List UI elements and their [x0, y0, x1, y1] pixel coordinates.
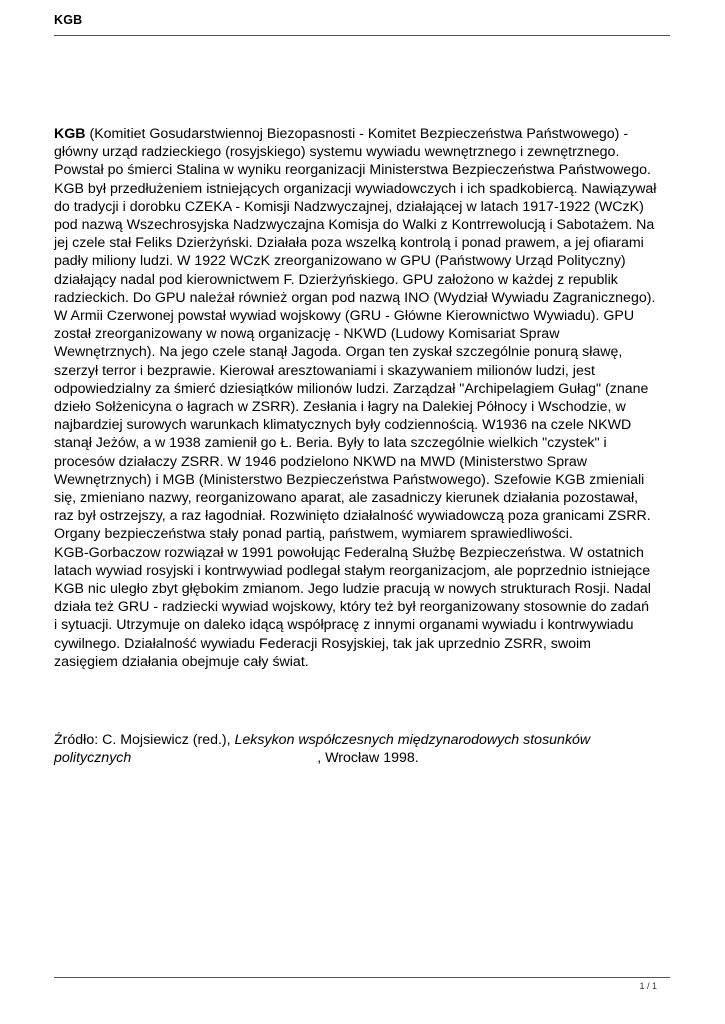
article-line: pod nazwą Wszechrosyjska Nadzwyczajna Komisja do Walki z Kontrrewolucją i Sabotażem. Na: [54, 217, 655, 234]
article-line: KGB był przedłużeniem istniejących organizacji wywiadowczych i ich spadkobiercą. Nawiązywał: [54, 180, 657, 197]
article-line: stanął Jeżów, a w 1938 zamienił go Ł. Beria. Były to lata szczególnie wielkich "czystek" i: [54, 435, 607, 452]
article-line: i sytuacji. Utrzymuje on daleko idącą współpracę z innymi organami wywiadu i kontrwywiadu: [54, 617, 634, 634]
source-book-title: Leksykon współczesnych międzynarodowych stosunków: [234, 732, 591, 748]
article-line: KGB-Gorbaczow rozwiązał w 1991 powołując Federalną Służbę Bezpieczeństwa. W ostatnich: [54, 544, 644, 561]
article-line: Wewnętrznych) i MGB (Ministerstwo Bezpieczeństwa Państwowego). Szefowie KGB zmieniali: [54, 471, 645, 488]
source-prefix: Źródło: C. Mojsiewicz (red.),: [54, 732, 235, 748]
article-line: jej czele stał Feliks Dzierżyński. Działała poza wszelką kontrolą i ponad prawem, a jej ofiarami: [54, 235, 644, 252]
article-line: działający nadal pod kierownictwem F. Dzierżyńskiego. GPU założono w każdej z republik: [54, 271, 618, 288]
article-line: szerzył terror i bezprawie. Kierował aresztowaniami i skazywaniem milionów ludzi, jest: [54, 362, 595, 379]
article-line: dzieło Sołżenicyna o łagrach w ZSRR). Zesłania i łagry na Dalekiej Północy i Wschodzie, w: [54, 399, 626, 416]
article-line: raz był ostrzejszy, a raz łagodniał. Rozwinięto działalność wywiadowczą poza granicami ZSRR.: [54, 508, 651, 525]
source-line: [54, 749, 674, 767]
article-term: KGB: [54, 126, 86, 142]
article-line: latach wywiad rosyjski i kontrwywiad podlegał stałym reorganizacjom, ale poprzednio istniejące: [54, 562, 651, 579]
page-number: 1 / 1: [639, 981, 657, 991]
article-line: cywilnego. Działalność wywiadu Federacji Rosyjskiej, tak jak uprzednio ZSRR, swoim: [54, 635, 591, 652]
article-line: zasięgiem działania obejmuje cały świat.: [54, 653, 309, 670]
header-divider: [54, 35, 670, 36]
article-line: procesów działaczy ZSRR. W 1946 podzielono NKWD na MWD (Ministerstwo Spraw: [54, 453, 587, 470]
footer-divider: [54, 977, 670, 978]
article-line: się, zmieniano nazwy, reorganizowano aparat, ale zasadniczy kierunek działania pozostawał,: [54, 490, 639, 507]
page-header-title: KGB: [54, 13, 83, 27]
article-line: główny urząd radzieckiego (rosyjskiego) systemu wywiadu wewnętrznego i zewnętrznego.: [54, 144, 620, 161]
source-book-title-cont: politycznych: [54, 750, 132, 767]
article-line: W Armii Czerwonej powstał wywiad wojskowy (GRU - Główne Kierownictwo Wywiadu). GPU: [54, 308, 635, 325]
article-line: Organy bezpieczeństwa stały ponad partią, państwem, wymiarem sprawiedliwości.: [54, 526, 573, 543]
article-line: Wewnętrznych). Na jego czele stanął Jagoda. Organ ten zyskał szczególnie ponurą sławę,: [54, 344, 623, 361]
source-line: [54, 731, 674, 749]
article-line: Powstał po śmierci Stalina w wyniku reorganizacji Ministerstwa Bezpieczeństwa Państwowego.: [54, 162, 651, 179]
article-line: do tradycji i dorobku CZEKA - Komisji Nadzwyczajnej, działającej w latach 1917-1922 (WCzK): [54, 198, 644, 215]
article-line: działa też GRU - radziecki wywiad wojskowy, który też był reorganizowany stosownie do zadań: [54, 599, 650, 616]
article-line-text: (Komitiet Gosudarstwiennoj Biezopasnosti - Komitet Bezpieczeństwa Państwowego) -: [85, 126, 629, 142]
article-body: [54, 125, 680, 671]
article-line: radzieckich. Do GPU należał również organ pod nazwą INO (Wydział Wywiadu Zagranicznego).: [54, 289, 656, 306]
source-suffix: , Wrocław 1998.: [317, 750, 419, 767]
article-line: odpowiedzialny za śmierć dziesiątków milionów ludzi. Zarządzał "Archipelagiem Gułag" (znane: [54, 380, 649, 397]
source-citation: [54, 731, 674, 768]
article-line: został zreorganizowany w nową organizację - NKWD (Ludowy Komisariat Spraw: [54, 326, 560, 343]
article-line: [54, 125, 680, 143]
article-line: padły miliony ludzi. W 1922 WCzK zreorganizowano w GPU (Państwowy Urząd Polityczny): [54, 253, 626, 270]
article-line: KGB nic uległo zbyt głębokim zmianom. Jego ludzie pracują w nowych strukturach Rosji. Nadal: [54, 581, 651, 598]
article-line: najbardziej surowych warunkach klimatycznych były codziennością. W1936 na czele NKWD: [54, 417, 632, 434]
